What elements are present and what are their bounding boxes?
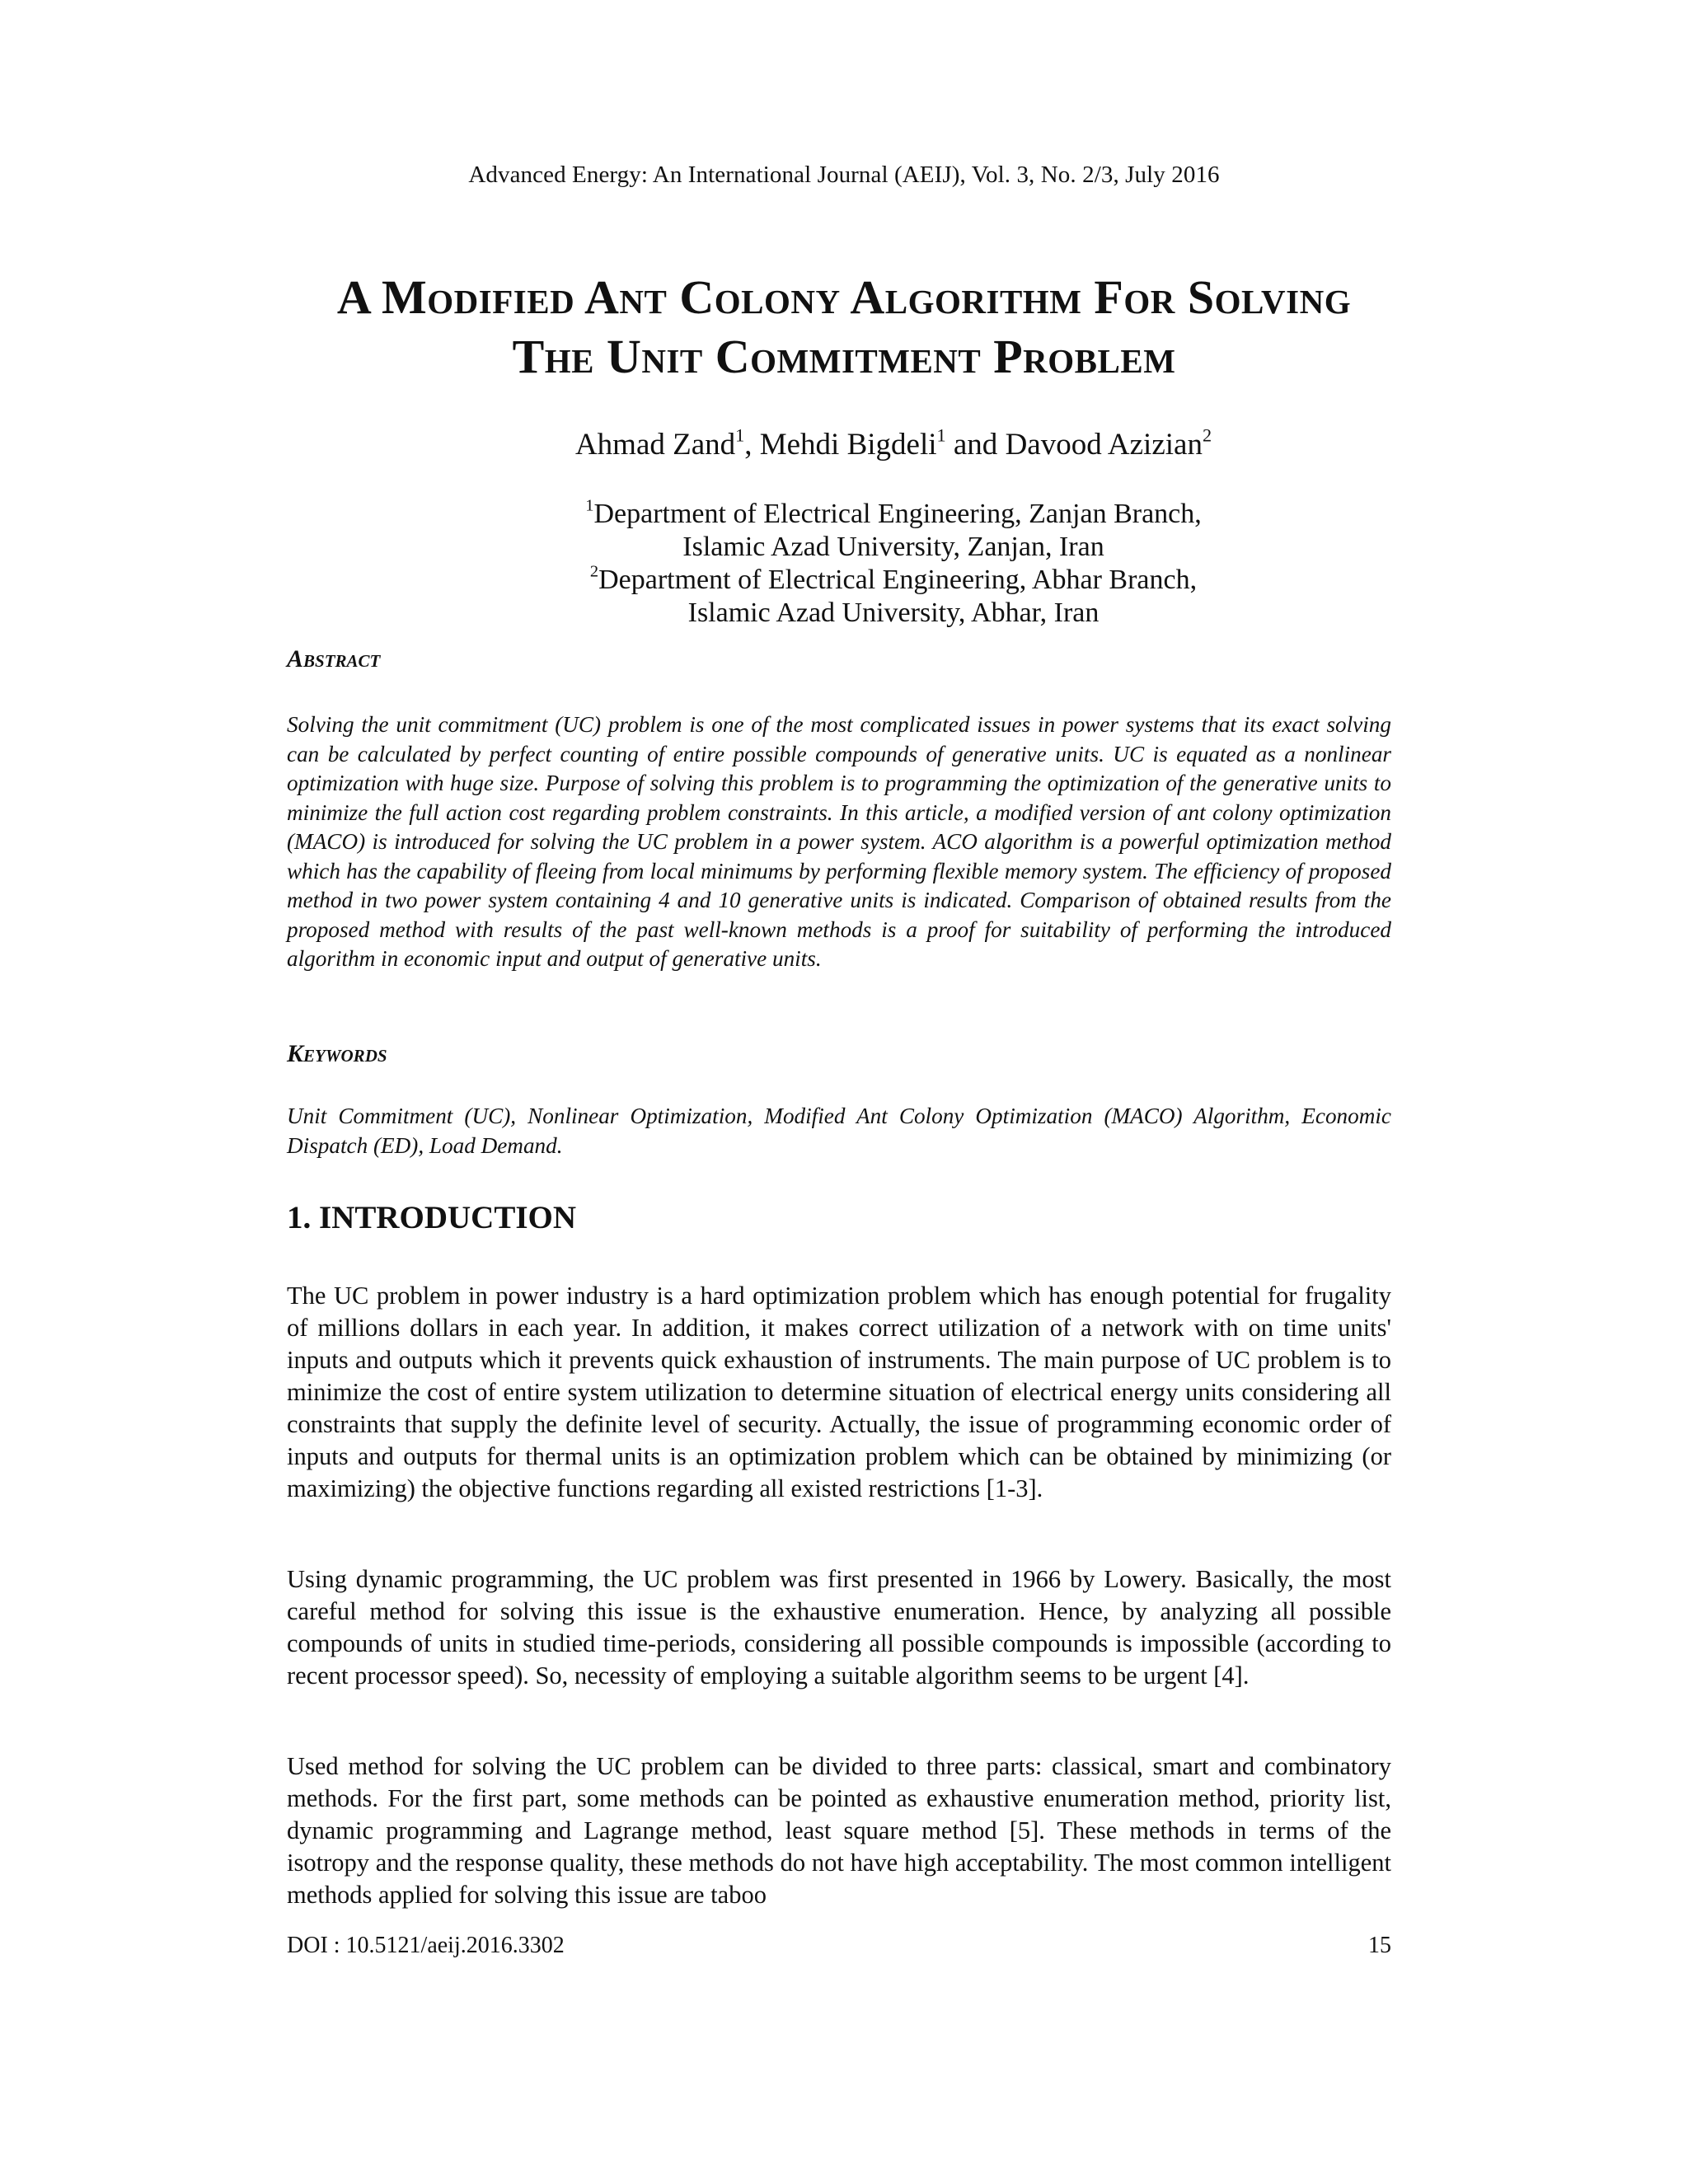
paper-title <box>247 268 1441 387</box>
journal-running-header: Advanced Energy: An International Journal (AEIJ), Vol. 3, No. 2/3, July 2016 <box>468 162 1220 188</box>
author-list <box>0 424 1688 462</box>
paper-title-line-2: The Unit Commitment Problem <box>512 330 1176 383</box>
affiliation-1-line-1: $^1$Department of Electrical Engineering, Zanjan Branch, <box>585 496 1202 529</box>
abstract-text: Solving the unit commitment (UC) problem is one of the most complicated issues in power systems that its exact solving can be calculated by perfect counting of entire possible compounds of generative units. UC is equated as a nonlinear optimization with huge size. Purpose of solving this problem is to programming the optimization of the generative units to minimize the full action cost regarding problem constraints. In this article, a modified version of ant colony optimization (MACO) is introduced for solving the UC problem in a power system. ACO algorithm is a powerful optimization method which has the capability of fleeing from local minimums by performing flexible memory system. The efficiency of proposed method in two power system containing 4 and 10 generative units is indicated. Comparison of obtained results from the proposed method with results of the past well-known methods is a proof for suitability of performing the introduced algorithm in economic input and output of generative units. <box>287 712 1391 971</box>
author-affiliation-marker: 1 <box>735 424 745 446</box>
author-affiliation-marker: 1 <box>936 424 946 446</box>
page-number: 15 <box>1368 1933 1391 1958</box>
affiliation-block <box>0 498 1688 630</box>
affiliation-marker: 1 <box>585 496 594 515</box>
author-name: Davood Azizian <box>1005 428 1203 462</box>
author-name: Mehdi Bigdeli <box>759 428 937 462</box>
affiliation-marker: 2 <box>589 562 599 581</box>
paper-title-line-1: A Modified Ant Colony Algorithm For Solving <box>336 270 1352 324</box>
affiliation-2-line-1: $^2$Department of Electrical Engineering, Abhar Branch, <box>589 562 1198 595</box>
body-paragraph: Used method for solving the UC problem can be divided to three parts: classical, smart and combinatory methods. For the first part, some methods can be pointed as exhaustive enumeration method, priority list, dynamic programming and Lagrange method, least square method [5]. These methods in terms of the isotropy and the response quality, these methods do not have high acceptability. The most common intelligent methods applied for solving this issue are taboo <box>287 1752 1391 1909</box>
author-name: Ahmad Zand <box>574 428 736 462</box>
author-separator: , <box>744 428 760 462</box>
author-separator: and <box>945 428 1006 462</box>
author-affiliation-marker: 2 <box>1202 424 1212 446</box>
body-paragraph: Using dynamic programming, the UC problem was first presented in 1966 by Lowery. Basically, the most careful method for solving this issue is the exhaustive enumeration. Hence, by analyzing all possible compounds of units in studied time-periods, considering all possible compounds is impossible (according to recent processor speed). So, necessity of employing a suitable algorithm seems to be urgent [4]. <box>287 1565 1391 1690</box>
affiliation-2-line-2: Islamic Azad University, Abhar, Iran <box>687 598 1100 628</box>
body-paragraph: The UC problem in power industry is a hard optimization problem which has enough potential for frugality of millions dollars in each year. In addition, it makes correct utilization of a network with on time units' inputs and outputs which it prevents quick exhaustion of instruments. The main purpose of UC problem is to minimize the cost of entire system utilization to determine situation of electrical energy units considering all constraints that supply the definite level of security. Actually, the issue of programming economic order of inputs and outputs for thermal units is an optimization problem which can be obtained by minimizing (or maximizing) the objective functions regarding all existed restrictions [1-3]. <box>287 1282 1391 1502</box>
keywords-heading: Keywords <box>287 1040 387 1067</box>
abstract-heading: Abstract <box>287 645 381 673</box>
footer-doi: DOI : 10.5121/aeij.2016.3302 <box>287 1933 565 1958</box>
affiliation-1-line-2: Islamic Azad University, Zanjan, Iran <box>682 532 1104 562</box>
section-heading-introduction: 1. INTRODUCTION <box>287 1200 577 1235</box>
keywords-text: Unit Commitment (UC), Nonlinear Optimization, Modified Ant Colony Optimization (MACO) Algorithm, Economic Dispatch (ED), Load Demand. <box>287 1104 1391 1158</box>
